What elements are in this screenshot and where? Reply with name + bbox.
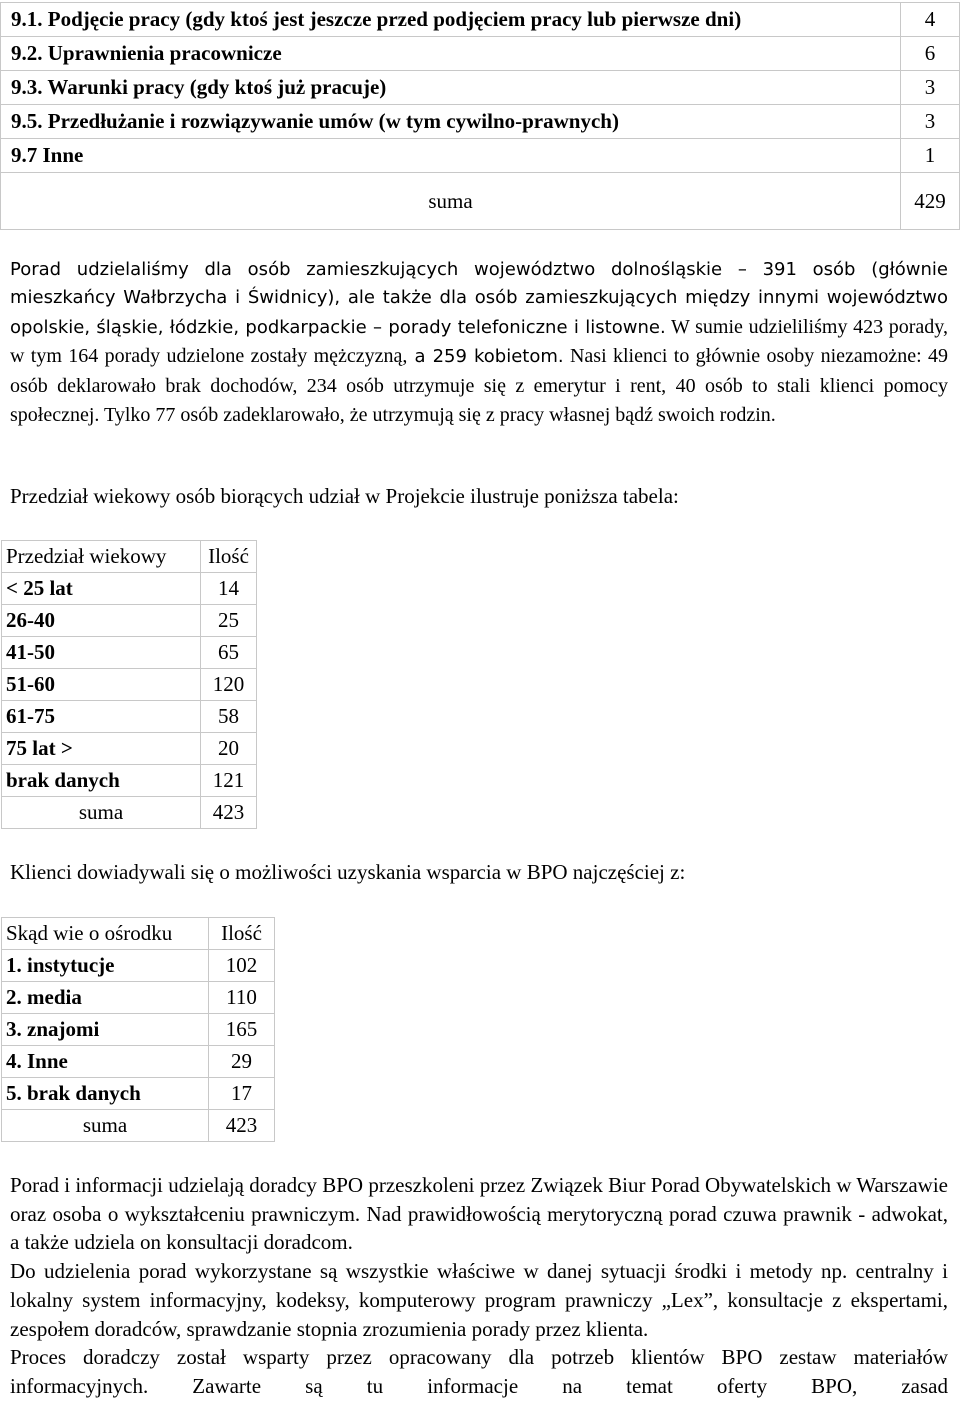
age-intro-text: Przedział wiekowy osób biorących udział w Projekcie ilustruje poniższa tabela: xyxy=(10,484,679,508)
header-cell: Ilość xyxy=(209,918,275,950)
clients-paragraph xyxy=(10,256,948,430)
source-label: 5. brak danych xyxy=(2,1078,209,1110)
topic-count: 6 xyxy=(901,37,960,71)
table-row xyxy=(2,573,257,605)
text-span: Porad udzielaliśmy dla osób zamieszkujących województwo dolnośląskie – 391 osób (głównie mieszkańcy Wałbrzycha i Świdnicy), ale także dla osób zamieszkujących między innymi województwo opolskie, śląskie, łódzkie, podkarpackie – porady telefoniczne i listowne. xyxy=(10,259,948,338)
sum-value: 423 xyxy=(209,1110,275,1142)
table-row xyxy=(2,765,257,797)
text-span: W sumie udzieliliśmy 423 porady, w tym 164 porady udzielone zostały mężczyzną, xyxy=(10,315,948,368)
source-label: 3. znajomi xyxy=(2,1014,209,1046)
table-row xyxy=(1,139,960,173)
sum-value: 429 xyxy=(901,173,960,230)
table-row xyxy=(2,669,257,701)
source-count: 165 xyxy=(209,1014,275,1046)
table-sum-row xyxy=(2,1110,275,1142)
topic-count: 1 xyxy=(901,139,960,173)
source-count: 102 xyxy=(209,950,275,982)
sum-label: suma xyxy=(1,173,901,230)
table-row xyxy=(2,950,275,982)
materials-paragraph: Proces doradczy został wsparty przez opracowany dla potrzeb klientów BPO zestaw materiałów informacyjnych. Zawarte są tu informacje na temat oferty BPO, zasad xyxy=(10,1345,948,1398)
table-row xyxy=(2,1078,275,1110)
age-range: 26-40 xyxy=(2,605,201,637)
age-count: 58 xyxy=(201,701,257,733)
table-header-row xyxy=(2,541,257,573)
table-row xyxy=(2,1046,275,1078)
topic-label: 9.3. Warunki pracy (gdy ktoś już pracuje) xyxy=(1,71,901,105)
topic-count: 3 xyxy=(901,71,960,105)
age-table xyxy=(1,540,257,829)
source-count: 29 xyxy=(209,1046,275,1078)
age-count: 14 xyxy=(201,573,257,605)
source-label: 1. instytucje xyxy=(2,950,209,982)
table-row xyxy=(1,3,960,37)
table-row xyxy=(2,1014,275,1046)
closing-section xyxy=(10,1171,948,1401)
age-range: 51-60 xyxy=(2,669,201,701)
source-label: 2. media xyxy=(2,982,209,1014)
header-cell: Skąd wie o ośrodku xyxy=(2,918,209,950)
table-row xyxy=(2,637,257,669)
header-cell: Przedział wiekowy xyxy=(2,541,201,573)
table-sum-row xyxy=(1,173,960,230)
table-row xyxy=(1,71,960,105)
source-label: 4. Inne xyxy=(2,1046,209,1078)
table-row xyxy=(2,605,257,637)
table-row xyxy=(1,37,960,71)
sum-value: 423 xyxy=(201,797,257,829)
topic-count: 3 xyxy=(901,105,960,139)
source-count: 17 xyxy=(209,1078,275,1110)
topic-label: 9.2. Uprawnienia pracownicze xyxy=(1,37,901,71)
advice-topics-table xyxy=(0,2,960,230)
header-cell: Ilość xyxy=(201,541,257,573)
sum-label: suma xyxy=(2,1110,209,1142)
age-range: 41-50 xyxy=(2,637,201,669)
table-row xyxy=(2,982,275,1014)
topic-label: 9.1. Podjęcie pracy (gdy ktoś jest jeszcze przed podjęciem pracy lub pierwsze dni) xyxy=(1,3,901,37)
source-intro-text: Klienci dowiadywali się o możliwości uzyskania wsparcia w BPO najczęściej z: xyxy=(10,860,686,884)
sum-label: suma xyxy=(2,797,201,829)
age-range: 75 lat > xyxy=(2,733,201,765)
age-count: 120 xyxy=(201,669,257,701)
age-count: 25 xyxy=(201,605,257,637)
topic-label: 9.5. Przedłużanie i rozwiązywanie umów (w tym cywilno-prawnych) xyxy=(1,105,901,139)
table-row xyxy=(2,733,257,765)
table-row xyxy=(1,105,960,139)
age-range: 61-75 xyxy=(2,701,201,733)
age-count: 65 xyxy=(201,637,257,669)
age-count: 121 xyxy=(201,765,257,797)
table-row xyxy=(2,701,257,733)
source-count: 110 xyxy=(209,982,275,1014)
age-range: brak danych xyxy=(2,765,201,797)
topic-label: 9.7 Inne xyxy=(1,139,901,173)
table-sum-row xyxy=(2,797,257,829)
text-span: a 259 kobietom. xyxy=(407,346,564,368)
topic-count: 4 xyxy=(901,3,960,37)
table-header-row xyxy=(2,918,275,950)
age-range: < 25 lat xyxy=(2,573,201,605)
age-count: 20 xyxy=(201,733,257,765)
text-span: Nasi klienci to głównie osoby niezamożne: 49 osób deklarowało brak dochodów, 234 osób utrzymuje się z emerytur i rent, 40 osób to stali klienci pomocy społecznej. Tylko 77 osób zadeklarowało, że utrzymują się z pracy własnej bądź swoich rodzin. xyxy=(10,345,948,427)
advisors-paragraph: Porad i informacji udzielają doradcy BPO przeszkoleni przez Związek Biur Porad Obywatelskich w Warszawie oraz osoba o wykształceniu prawniczym. Nad prawidłowością merytoryczną porad czuwa prawnik - adwokat, a także udziela on konsultacji doradcom. xyxy=(10,1173,948,1255)
source-table xyxy=(1,917,275,1142)
methods-paragraph: Do udzielenia porad wykorzystane są wszystkie właściwe w danej sytuacji środki i metody np. centralny i lokalny system informacyjny, kodeksy, komputerowy program prawniczy „Lex”, konsultacje z ekspertami, zespołem doradców, sprawdzanie stopnia zrozumienia porady przez klienta. xyxy=(10,1259,948,1341)
